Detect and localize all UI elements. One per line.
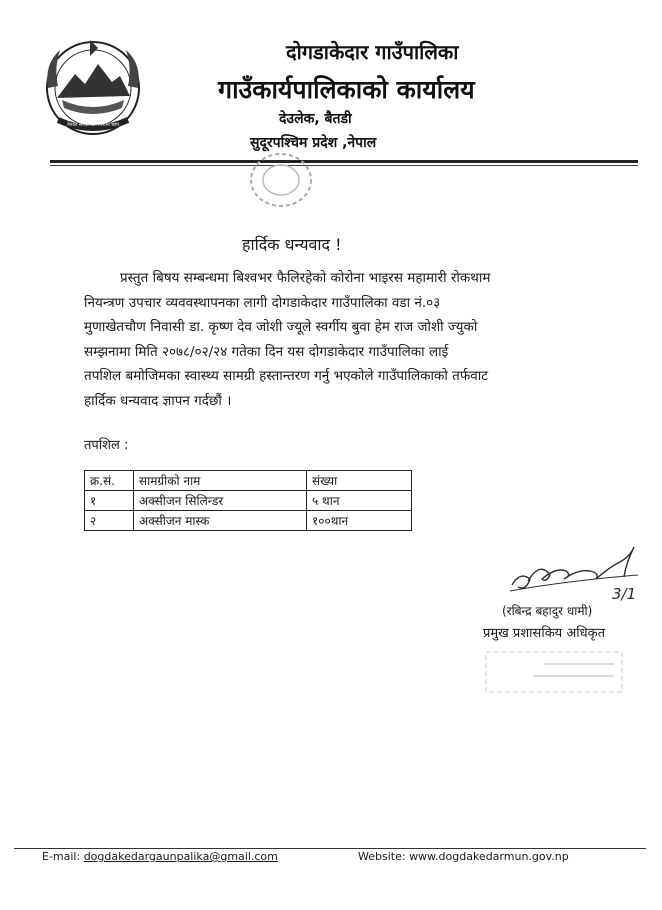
table-cell: ५ थान [307,491,412,511]
letter-line: मुणाखेतचौण निवासी डा. कृष्ण देव जोशी ज्यूले स्वर्गीय बुवा हेम राज जोशी ज्युको [84,319,478,335]
header-divider-thin [50,165,638,166]
table-cell: १ [85,491,134,511]
letter-line: सम्झनामा मिति २०७८/०२/२४ गतेका दिन यस दोगडाकेदार गाउँपालिका लाई [84,343,449,360]
table-cell: १००थान [307,511,412,531]
table-header-row [85,471,412,491]
table-cell: २ [85,511,134,531]
municipality-name: दोगडाकेदार गाउँपालिका [286,40,459,64]
table-cell: अक्सीजन मास्क [134,511,307,531]
header-divider [50,160,638,163]
letter-line: प्रस्तुत बिषय सम्बन्धमा बिश्वभर फैलिरहेको कोरोना भाइरस महामारी रोकथाम [120,270,491,286]
handwritten-signature [506,541,646,609]
svg-text:नेपाल सरकारको निशान छाप: नेपाल सरकारको निशान छाप [67,122,119,128]
signatory-name: (रबिन्द्र बहादुर धामी) [502,604,593,618]
nepal-emblem-logo [40,34,146,138]
office-province: सुदूरपश्चिम प्रदेश ,नेपाल [250,135,377,151]
email-link[interactable]: dogdakedargaunpalika@gmail.com [83,850,278,863]
tapashil-label: तपशिल : [84,438,129,453]
table-row [85,491,412,511]
footer-email [42,850,278,863]
table-cell: अक्सीजन सिलिन्डर [134,491,307,511]
website-label: Website: [358,850,406,863]
letter-line: हार्दिक धन्यवाद ज्ञापन गर्दछौं । [84,392,232,409]
column-header-quantity: संख्या [307,471,412,491]
column-header-item: सामग्रीको नाम [134,471,307,491]
svg-text:3/1: 3/1 [612,585,637,603]
items-table [84,470,412,531]
office-name: गाउँकार्यपालिकाको कार्यालय [218,75,475,104]
signatory-title: प्रमुख प्रशासकिय अधिकृत [483,626,606,641]
website-link[interactable]: www.dogdakedarmun.gov.np [409,850,569,863]
table-row [85,511,412,531]
letter-line: नियन्त्रण उपचार व्यववस्थापनका लागी दोगडाकेदार गाउँपालिका वडा नं.०३ [84,294,441,311]
faint-office-stamp [484,650,624,694]
letter-line: तपशिल बमोजिमका स्वास्थ्य सामग्री हस्तान्तरण गर्नु भएकोले गाउँपालिकाको तर्फवाट [84,368,489,384]
footer-divider [14,848,646,849]
email-label: E-mail: [42,850,81,863]
footer-website [358,850,569,863]
faint-round-stamp [246,150,316,210]
column-header-serial: क्र.सं. [85,471,134,491]
office-location: देउलेक, बैतडी [279,111,352,127]
letter-subject: हार्दिक धन्यवाद ! [242,235,342,254]
letter-body [84,266,632,413]
